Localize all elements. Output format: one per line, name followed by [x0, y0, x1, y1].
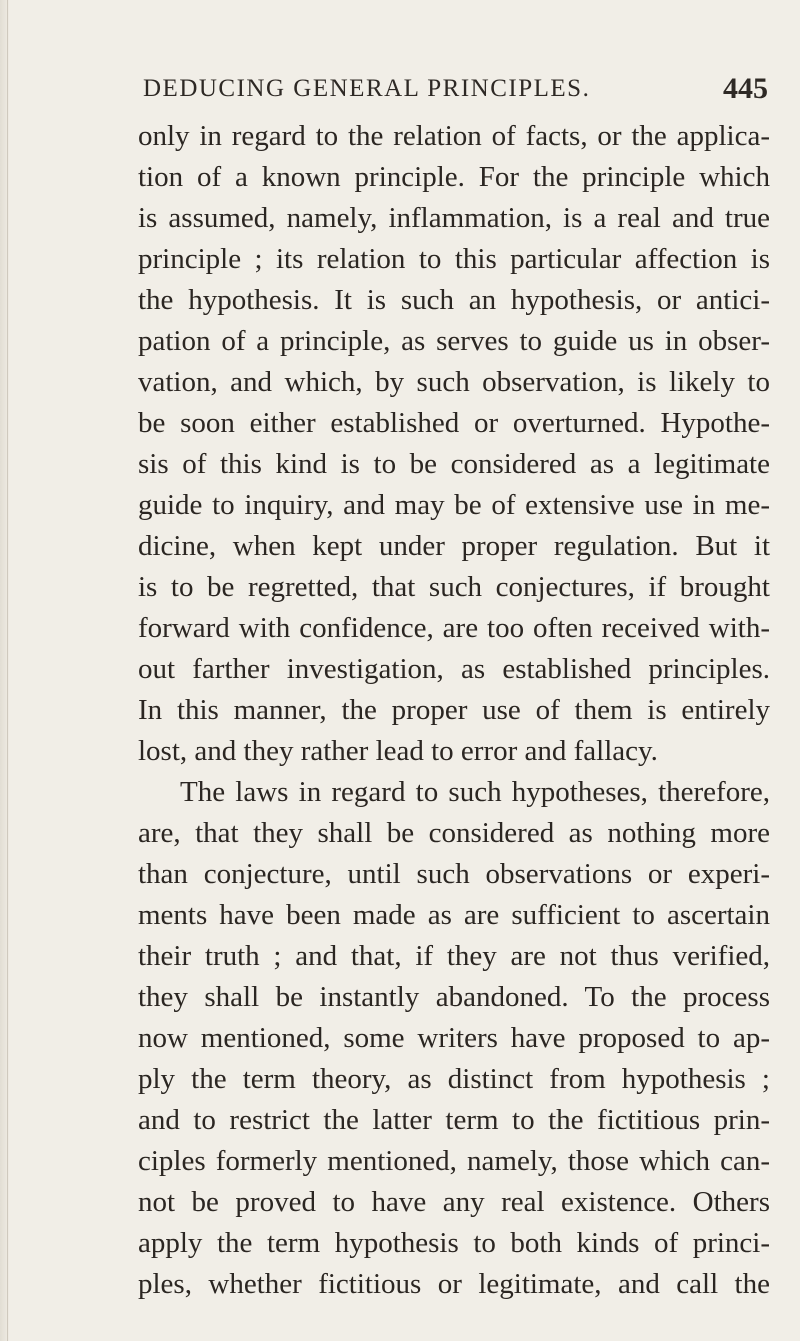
text-line: than conjecture, until such observations or experi- [138, 858, 770, 890]
text-line: out farther investigation, as established principles. [138, 653, 770, 685]
text-line: they shall be instantly abandoned. To the process [138, 981, 770, 1013]
running-head: DEDUCING GENERAL PRINCIPLES. [143, 75, 591, 102]
text-line: are, that they shall be considered as nothing more [138, 817, 770, 849]
text-line: ciples formerly mentioned, namely, those which can- [138, 1145, 770, 1177]
text-line: now mentioned, some writers have proposed to ap- [138, 1022, 770, 1054]
text-line: their truth ; and that, if they are not thus verified, [138, 940, 770, 972]
text-line: the hypothesis. It is such an hypothesis, or antici- [138, 284, 770, 316]
text-line: be soon either established or overturned. Hypothe- [138, 407, 770, 439]
text-line: ples, whether fictitious or legitimate, and call the [138, 1268, 770, 1300]
paragraph-end-line: lost, and they rather lead to error and fallacy. [138, 735, 658, 767]
paragraph-start-line: The laws in regard to such hypotheses, therefore, [180, 776, 770, 808]
text-line: only in regard to the relation of facts, or the applica- [138, 120, 770, 152]
text-line: apply the term hypothesis to both kinds of princi- [138, 1227, 770, 1259]
text-line: ments have been made as are sufficient to ascertain [138, 899, 770, 931]
text-line: is assumed, namely, inflammation, is a real and true [138, 202, 770, 234]
text-line: not be proved to have any real existence. Others [138, 1186, 770, 1218]
binding-shadow [7, 0, 8, 1341]
text-line: pation of a principle, as serves to guide us in obser- [138, 325, 770, 357]
body-text [138, 116, 770, 1305]
text-line: is to be regretted, that such conjectures, if brought [138, 571, 770, 603]
text-line: sis of this kind is to be considered as a legitimate [138, 448, 770, 480]
text-line: guide to inquiry, and may be of extensive use in me- [138, 489, 770, 521]
text-line: and to restrict the latter term to the fictitious prin- [138, 1104, 770, 1136]
text-line: In this manner, the proper use of them is entirely [138, 694, 770, 726]
text-line: dicine, when kept under proper regulation. But it [138, 530, 770, 562]
page-header [143, 72, 768, 108]
page-number: 445 [723, 72, 768, 105]
text-line: ply the term theory, as distinct from hypothesis ; [138, 1063, 770, 1095]
text-line: forward with confidence, are too often received with- [138, 612, 770, 644]
text-line: tion of a known principle. For the principle which [138, 161, 770, 193]
text-line: vation, and which, by such observation, is likely to [138, 366, 770, 398]
text-line: principle ; its relation to this particular affection is [138, 243, 770, 275]
